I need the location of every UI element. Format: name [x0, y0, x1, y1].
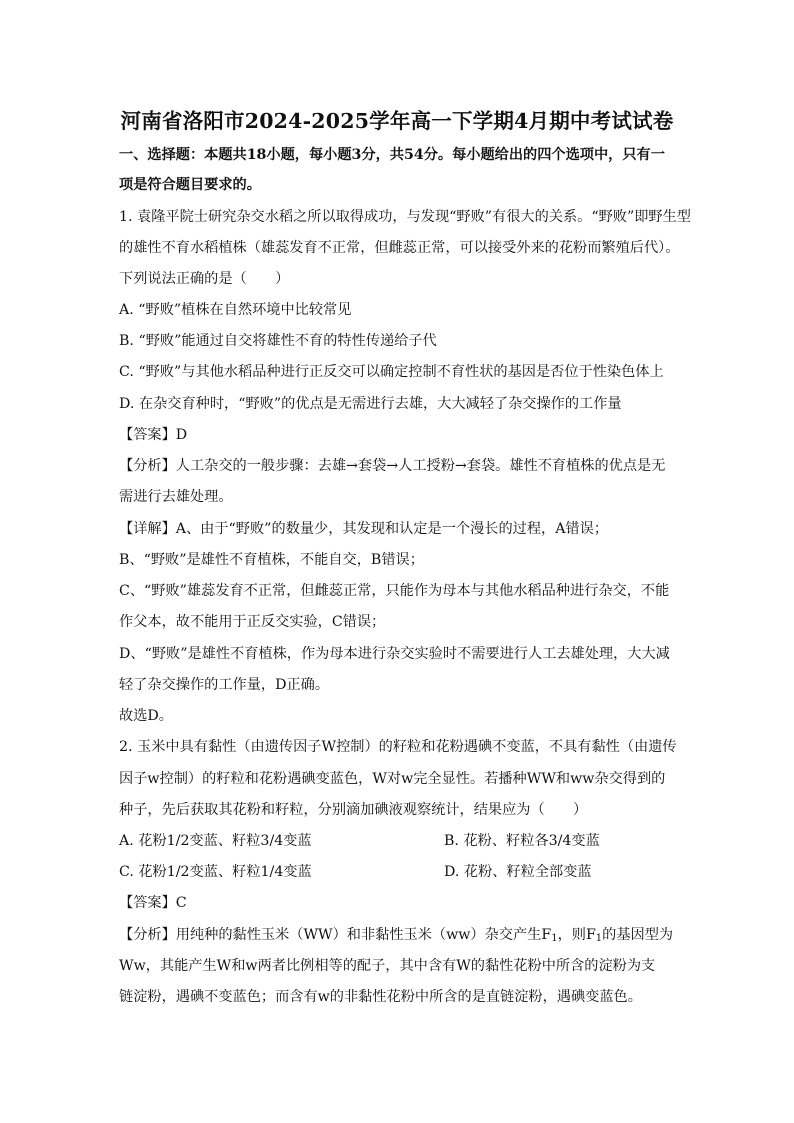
- page-title: 河南省洛阳市2024-2025学年高一下学期4月期中考试试卷: [120, 109, 674, 133]
- q1-detail-line: 【详解】A、由于“野败”的数量少，其发现和认定是一个漫长的过程，A错误；: [119, 521, 609, 537]
- q1-option-b: B. “野败”能通过自交将雄性不育的特性传递给子代: [119, 333, 437, 349]
- q1-answer: 【答案】D: [119, 427, 188, 443]
- q2-answer: 【答案】C: [119, 895, 187, 911]
- q1-detail-line: D、“野败”是雄性不育植株，作为母本进行杂交实验时不需要进行人工去雄处理，大大减: [119, 646, 670, 662]
- q1-option-a: A. “野败”植株在自然环境中比较常见: [119, 302, 352, 318]
- q2-analysis-line: Ww，其能产生W和w两者比例相等的配子，其中含有W的黏性花粉中所含的淀粉为支: [119, 958, 656, 974]
- q1-detail-line: 轻了杂交操作的工作量，D正确。: [119, 677, 330, 693]
- q2-analysis-line: 链淀粉，遇碘不变蓝色；而含有w的非黏性花粉中所含的是直链淀粉，遇碘变蓝色。: [119, 989, 642, 1005]
- q1-option-d: D. 在杂交育种时，“野败”的优点是无需进行去雄，大大减轻了杂交操作的工作量: [119, 396, 622, 412]
- q1-analysis-line: 需进行去雄处理。: [119, 489, 233, 505]
- q2-option-b: B. 花粉、籽粒各3/4变蓝: [444, 833, 600, 849]
- subscript: 1: [551, 933, 558, 944]
- q2-stem-line: 2. 玉米中具有黏性（由遗传因子W控制）的籽粒和花粉遇碘不变蓝，不具有黏性（由遗传: [119, 739, 677, 755]
- q2-analysis-line: [119, 928, 673, 944]
- q2-stem-line: 种子，先后获取其花粉和籽粒，分别滴加碘液观察统计，结果应为（ ）: [119, 802, 588, 818]
- section-heading: 一、选择题：本题共18小题，每小题3分，共54分。每小题给出的四个选项中，只有一: [119, 147, 665, 163]
- q2-analysis-text: 的基因型为: [602, 927, 674, 943]
- q1-stem-line: 1. 袁隆平院士研究杂交水稻之所以取得成功，与发现“野败”有很大的关系。“野败”即野生型: [119, 209, 691, 225]
- q2-option-d: D. 花粉、籽粒全部变蓝: [444, 864, 592, 880]
- q1-stem-line: 的雄性不育水稻植株（雄蕊发育不正常，但雌蕊正常，可以接受外来的花粉而繁殖后代）。: [119, 240, 680, 256]
- q2-stem-line: 因子w控制）的籽粒和花粉遇碘变蓝色，W对w完全显性。若播种WW和ww杂交得到的: [119, 771, 666, 787]
- q2-option-c: C. 花粉1/2变蓝、籽粒1/4变蓝: [119, 864, 312, 880]
- q1-analysis-line: 【分析】人工杂交的一般步骤：去雄→套袋→人工授粉→套袋。雄性不育植株的优点是无: [119, 458, 666, 474]
- section-heading-cont: 项是符合题目要求的。: [119, 177, 261, 193]
- q1-detail-line: C、“野败”雄蕊发育不正常，但雌蕊正常，只能作为母本与其他水稻品种进行杂交，不能: [119, 583, 670, 599]
- subscript: 1: [595, 933, 603, 944]
- q1-stem-line: 下列说法正确的是（ ）: [119, 271, 290, 287]
- q1-option-c: C. “野败”与其他水稻品种进行正反交可以确定控制不育性状的基因是否位于性染色体上: [119, 364, 664, 380]
- q1-detail-line: 作父本，故不能用于正反交实验，C错误；: [119, 614, 386, 630]
- q1-detail-line: B、“野败”是雄性不育植株，不能自交，B错误；: [119, 552, 424, 568]
- q2-analysis-text: ，则F: [557, 927, 596, 943]
- q2-analysis-text: 【分析】用纯种的黏性玉米（WW）和非黏性玉米（ww）杂交产生F: [119, 927, 552, 943]
- q2-option-a: A. 花粉1/2变蓝、籽粒3/4变蓝: [119, 833, 312, 849]
- q1-conclusion: 故选D。: [119, 708, 173, 724]
